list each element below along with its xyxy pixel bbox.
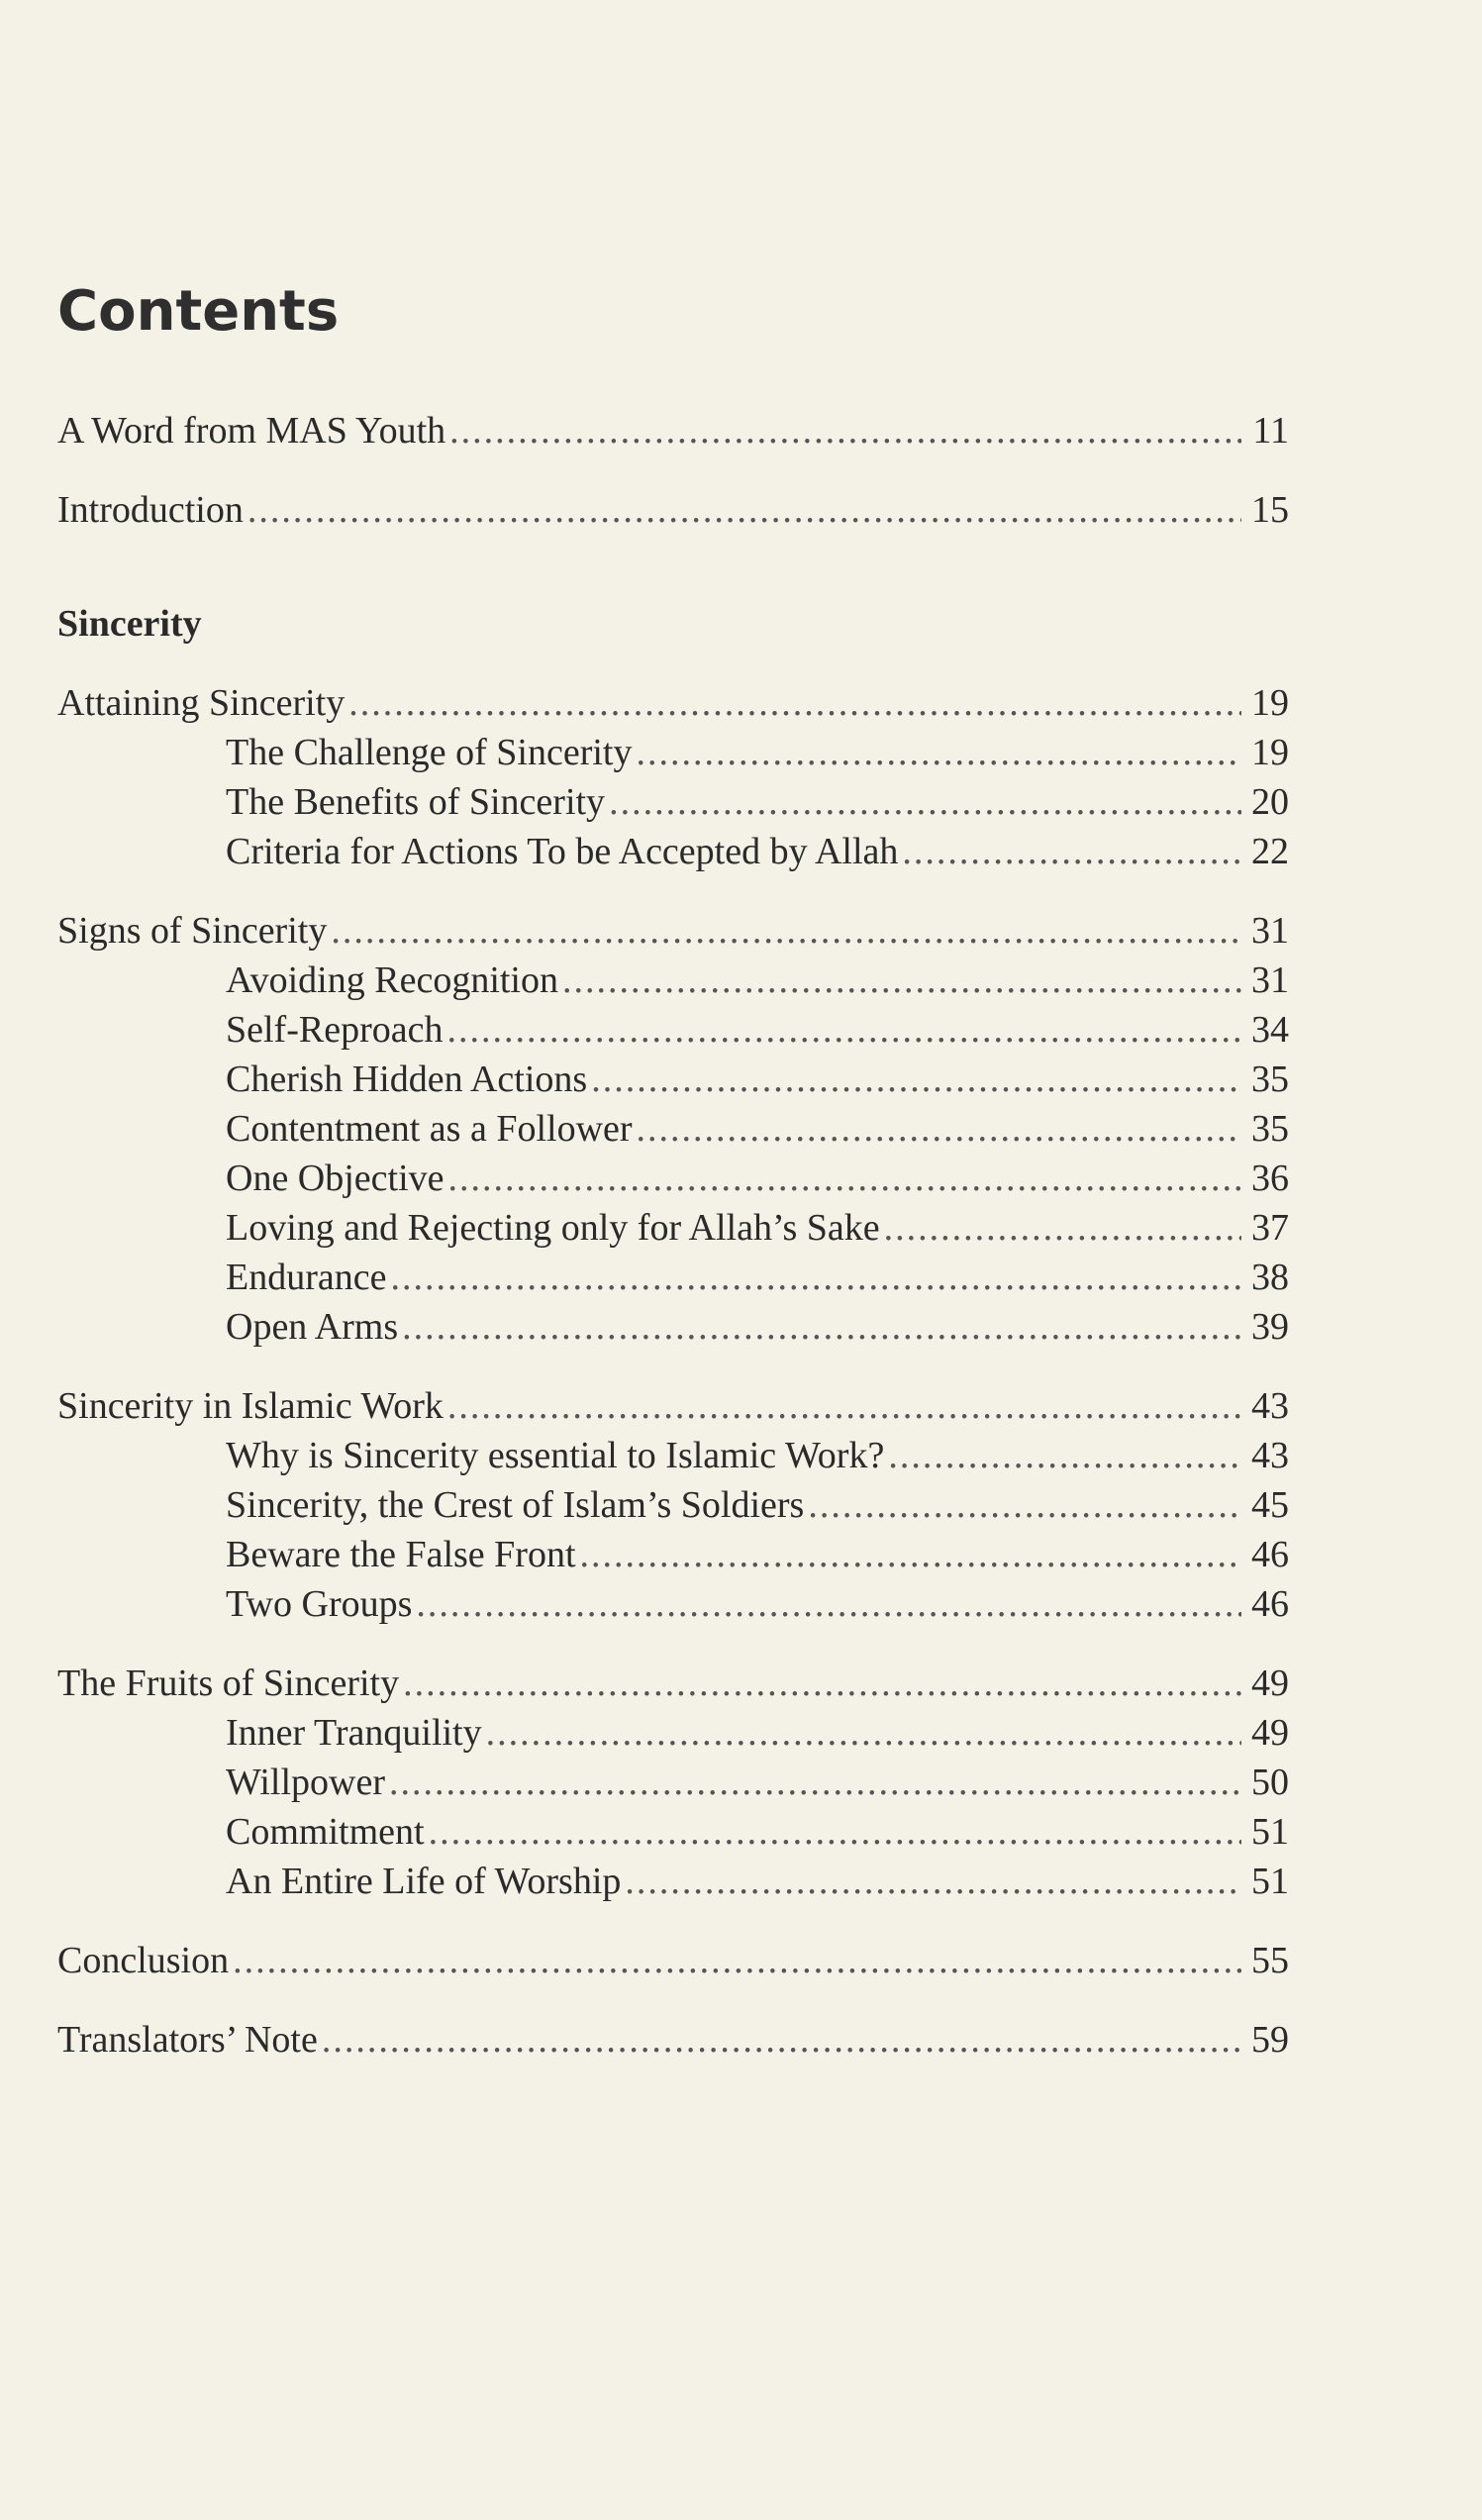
toc-entry-criteria-for-actions[interactable] bbox=[226, 827, 1289, 876]
toc-entry-page: 43 bbox=[1251, 1385, 1289, 1427]
toc-entry-attaining-sincerity[interactable] bbox=[57, 678, 1289, 728]
toc-entry-avoiding-recognition[interactable] bbox=[226, 956, 1289, 1005]
dot-leader bbox=[580, 1530, 1241, 1579]
toc-entry-label: Contentment as a Follower bbox=[226, 1108, 633, 1150]
toc-entry-page: 43 bbox=[1251, 1435, 1289, 1476]
toc-entry-willpower[interactable] bbox=[226, 1758, 1289, 1807]
toc-entry-page: 11 bbox=[1252, 410, 1289, 452]
toc-entry-page: 51 bbox=[1251, 1811, 1289, 1853]
toc-entry-signs-of-sincerity[interactable] bbox=[57, 906, 1289, 956]
toc-entry-label: Loving and Rejecting only for Allah’s Sake bbox=[226, 1207, 880, 1249]
toc-entry-label: The Benefits of Sincerity bbox=[226, 781, 606, 823]
dot-leader bbox=[808, 1480, 1241, 1530]
toc-entry-label: Inner Tranquility bbox=[226, 1712, 482, 1754]
toc-entry-fruits-of-sincerity[interactable] bbox=[57, 1659, 1289, 1708]
toc-entry-inner-tranquility[interactable] bbox=[226, 1708, 1289, 1758]
toc-entry-label: Cherish Hidden Actions bbox=[226, 1058, 588, 1100]
toc-entry-page: 51 bbox=[1251, 1861, 1289, 1902]
toc-entry-beware-the-false-front[interactable] bbox=[226, 1530, 1289, 1579]
toc-entry-benefits-of-sincerity[interactable] bbox=[226, 777, 1289, 827]
toc-entry-label: Beware the False Front bbox=[226, 1534, 576, 1575]
toc-entry-crest-of-islams-soldiers[interactable] bbox=[226, 1480, 1289, 1530]
toc-entry-page: 34 bbox=[1251, 1009, 1289, 1051]
toc-entry-label: Sincerity in Islamic Work bbox=[57, 1385, 444, 1427]
toc-entry-why-is-sincerity-essential[interactable] bbox=[226, 1431, 1289, 1480]
toc-entry-word-from-mas-youth[interactable] bbox=[57, 406, 1289, 455]
toc-entry-page: 35 bbox=[1251, 1058, 1289, 1100]
page-title: Contents bbox=[57, 279, 340, 344]
toc-entry-sincerity-in-islamic-work[interactable] bbox=[57, 1381, 1289, 1431]
toc-entry-label: An Entire Life of Worship bbox=[226, 1861, 622, 1902]
toc-entry-page: 35 bbox=[1251, 1108, 1289, 1150]
toc-entry-page: 46 bbox=[1251, 1583, 1289, 1625]
toc-entry-label: Why is Sincerity essential to Islamic Work? bbox=[226, 1435, 885, 1476]
toc-entry-page: 19 bbox=[1251, 732, 1289, 773]
dot-leader bbox=[449, 406, 1241, 455]
toc-entry-label: Self-Reproach bbox=[226, 1009, 444, 1051]
toc-entry-label: Introduction bbox=[57, 489, 244, 531]
dot-leader bbox=[416, 1579, 1241, 1629]
toc-entry-entire-life-of-worship[interactable] bbox=[226, 1857, 1289, 1906]
toc-entry-label: Avoiding Recognition bbox=[226, 959, 558, 1001]
toc-entry-label: Signs of Sincerity bbox=[57, 910, 328, 952]
dot-leader bbox=[902, 827, 1241, 876]
toc-entry-page: 49 bbox=[1251, 1712, 1289, 1754]
toc-entry-label: Commitment bbox=[226, 1811, 425, 1853]
dot-leader bbox=[348, 678, 1241, 728]
toc-entry-label: The Challenge of Sincerity bbox=[226, 732, 633, 773]
toc-entry-page: 15 bbox=[1251, 489, 1289, 531]
dot-leader bbox=[390, 1253, 1241, 1302]
toc-entry-label: Two Groups bbox=[226, 1583, 413, 1625]
toc-entry-one-objective[interactable] bbox=[226, 1154, 1289, 1203]
toc-entry-introduction[interactable] bbox=[57, 485, 1289, 535]
toc-entry-page: 46 bbox=[1251, 1534, 1289, 1575]
toc-entry-page: 31 bbox=[1251, 959, 1289, 1001]
toc-entry-conclusion[interactable] bbox=[57, 1936, 1289, 1985]
toc-entry-label: Conclusion bbox=[57, 1940, 230, 1981]
dot-leader bbox=[322, 2015, 1241, 2065]
toc-entry-self-reproach[interactable] bbox=[226, 1005, 1289, 1055]
toc-entry-page: 20 bbox=[1251, 781, 1289, 823]
toc-entry-endurance[interactable] bbox=[226, 1253, 1289, 1302]
toc-entry-loving-and-rejecting[interactable] bbox=[226, 1203, 1289, 1253]
dot-leader bbox=[402, 1302, 1241, 1352]
dot-leader bbox=[429, 1807, 1241, 1857]
toc-entry-label: Open Arms bbox=[226, 1306, 399, 1348]
dot-leader bbox=[389, 1758, 1241, 1807]
toc-entry-translators-note[interactable] bbox=[57, 2015, 1289, 2065]
toc-entry-label: The Fruits of Sincerity bbox=[57, 1663, 400, 1704]
toc-entry-challenge-of-sincerity[interactable] bbox=[226, 728, 1289, 777]
toc-entry-page: 22 bbox=[1251, 831, 1289, 872]
toc-entry-page: 55 bbox=[1251, 1940, 1289, 1981]
toc-entry-contentment-as-follower[interactable] bbox=[226, 1104, 1289, 1154]
dot-leader bbox=[447, 1381, 1241, 1431]
toc-entry-label: One Objective bbox=[226, 1158, 445, 1199]
toc-entry-page: 49 bbox=[1251, 1663, 1289, 1704]
toc-entry-label: A Word from MAS Youth bbox=[57, 410, 446, 452]
dot-leader bbox=[884, 1203, 1241, 1253]
dot-leader bbox=[446, 1005, 1241, 1055]
toc-entry-page: 31 bbox=[1251, 910, 1289, 952]
dot-leader bbox=[486, 1708, 1241, 1758]
toc-entry-label: Translators’ Note bbox=[57, 2019, 318, 2061]
dot-leader bbox=[591, 1055, 1241, 1104]
toc-entry-two-groups[interactable] bbox=[226, 1579, 1289, 1629]
dot-leader bbox=[637, 728, 1242, 777]
toc-entry-page: 45 bbox=[1251, 1484, 1289, 1526]
dot-leader bbox=[331, 906, 1241, 956]
toc-entry-page: 37 bbox=[1251, 1207, 1289, 1249]
dot-leader bbox=[448, 1154, 1241, 1203]
toc-entry-label: Endurance bbox=[226, 1257, 387, 1298]
toc-entry-page: 19 bbox=[1251, 682, 1289, 724]
dot-leader bbox=[888, 1431, 1241, 1480]
dot-leader bbox=[403, 1659, 1241, 1708]
toc-entry-label: Sincerity, the Crest of Islam’s Soldiers bbox=[226, 1484, 805, 1526]
dot-leader bbox=[562, 956, 1241, 1005]
toc-entry-cherish-hidden-actions[interactable] bbox=[226, 1055, 1289, 1104]
section-heading-sincerity: Sincerity bbox=[57, 603, 202, 645]
dot-leader bbox=[625, 1857, 1241, 1906]
dot-leader bbox=[637, 1104, 1241, 1154]
toc-entry-page: 38 bbox=[1251, 1257, 1289, 1298]
toc-entry-label: Attaining Sincerity bbox=[57, 682, 346, 724]
dot-leader bbox=[233, 1936, 1241, 1985]
toc-entry-open-arms[interactable] bbox=[226, 1302, 1289, 1352]
toc-entry-label: Criteria for Actions To be Accepted by Allah bbox=[226, 831, 899, 872]
toc-entry-page: 39 bbox=[1251, 1306, 1289, 1348]
toc-entry-page: 36 bbox=[1251, 1158, 1289, 1199]
toc-entry-label: Willpower bbox=[226, 1762, 385, 1803]
dot-leader bbox=[247, 485, 1241, 535]
dot-leader bbox=[609, 777, 1241, 827]
toc-entry-commitment[interactable] bbox=[226, 1807, 1289, 1857]
toc-entry-page: 59 bbox=[1251, 2019, 1289, 2061]
toc-entry-page: 50 bbox=[1251, 1762, 1289, 1803]
